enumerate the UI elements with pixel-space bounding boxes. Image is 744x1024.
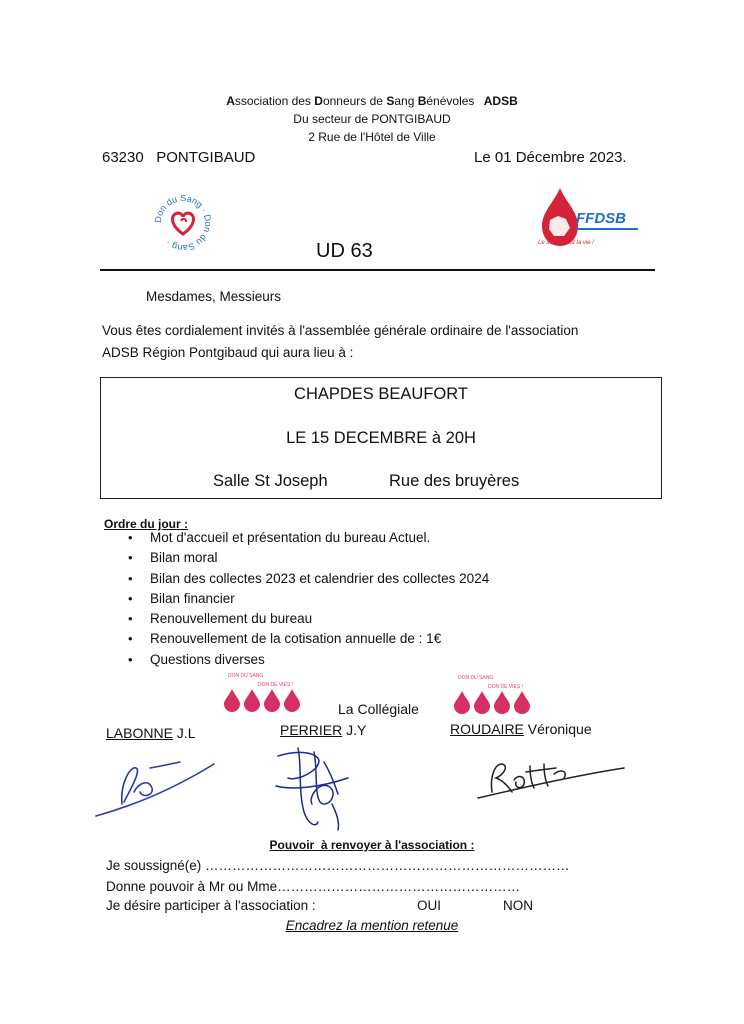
option-yes[interactable]: OUI [417, 898, 442, 913]
agenda-item: • Bilan moral [108, 548, 489, 568]
association-name [0, 94, 744, 108]
signature-labonne [92, 744, 222, 824]
invitation-line-2: ADSB Région Pontgibaud qui aura lieu à : [102, 345, 354, 360]
association-name-part: onneurs de [322, 94, 387, 108]
agenda-item: • Bilan financier [108, 589, 489, 609]
agenda-list [108, 528, 489, 670]
agenda-title: Ordre du jour : [104, 517, 188, 531]
svg-text:Don du Sang · Don du Sang ·: Don du Sang · Don du Sang · [152, 192, 214, 254]
blood-drops-icon [222, 687, 302, 713]
ffdsb-logo [536, 186, 646, 252]
ffdsb-underline [576, 228, 638, 230]
association-name-part: B [417, 94, 427, 108]
proxy-line-mandate: Donne pouvoir à Mr ou Mme……………………………………………… [106, 879, 521, 894]
city-line: 63230 PONTGIBAUD [102, 149, 256, 166]
blood-drops-sticker-left: DON DU SANG DON DE VIES ! [222, 673, 302, 713]
proxy-title: Pouvoir à renvoyer à l'association : [269, 838, 475, 852]
event-room: Salle St Joseph [213, 472, 328, 490]
signature-roudaire [472, 754, 628, 802]
association-name-part: D [314, 94, 323, 108]
heart-icon [173, 213, 194, 234]
association-name-part: S [386, 94, 395, 108]
association-name-part: ssociation des [234, 94, 315, 108]
association-name-text [226, 94, 474, 108]
signatory-labonne: LABONNE J.L [106, 725, 196, 741]
association-acronym: ADSB [483, 94, 518, 108]
agenda-item: • Renouvellement du bureau [108, 609, 489, 629]
agenda-item: • Renouvellement de la cotisation annuelle de : 1€ [108, 629, 489, 649]
don-du-sang-logo [140, 192, 226, 254]
option-no[interactable]: NON [503, 898, 533, 913]
agenda-item: • Bilan des collectes 2023 et calendrier des collectes 2024 [108, 569, 489, 589]
event-place: CHAPDES BEAUFORT [294, 385, 468, 403]
invitation-line-1: Vous êtes cordialement invités à l'assemblée générale ordinaire de l'association [102, 323, 579, 338]
ffdsb-text: FFDSB [576, 210, 626, 227]
ud-title: UD 63 [316, 240, 373, 262]
greeting: Mesdames, Messieurs [146, 289, 282, 304]
blood-drops-icon [452, 689, 532, 715]
event-box [100, 377, 662, 499]
association-name-part: ang [394, 94, 418, 108]
event-when: LE 15 DECEMBRE à 20H [286, 429, 476, 447]
circle-choice-note: Encadrez la mention retenue [285, 918, 459, 933]
event-street: Rue des bruyères [389, 472, 520, 490]
signatory-roudaire: ROUDAIRE Véronique [450, 721, 592, 737]
signature-perrier [268, 742, 358, 834]
association-name-part: énévoles [426, 94, 475, 108]
agenda-item: • Questions diverses [108, 650, 489, 670]
letter-date: Le 01 Décembre 2023. [474, 149, 627, 166]
agenda-item: • Mot d'accueil et présentation du bureau Actuel. [108, 528, 489, 548]
signatory-perrier: PERRIER J.Y [280, 722, 367, 738]
proxy-line-undersigned: Je soussigné(e) ……………………………………………………………………… [106, 858, 570, 873]
proxy-line-participate: Je désire participer à l'association : [106, 898, 316, 913]
blood-drops-sticker-right: DON DU SANG DON DE VIES ! [452, 675, 532, 715]
address-line: 2 Rue de l'Hôtel de Ville [308, 130, 436, 144]
sector-line: Du secteur de PONTGIBAUD [293, 112, 451, 126]
ffdsb-tagline: Le sang, c'est la vie ! [538, 240, 594, 246]
association-name-part: A [226, 94, 235, 108]
header-divider [100, 269, 655, 271]
collegiale-label: La Collégiale [338, 701, 419, 717]
